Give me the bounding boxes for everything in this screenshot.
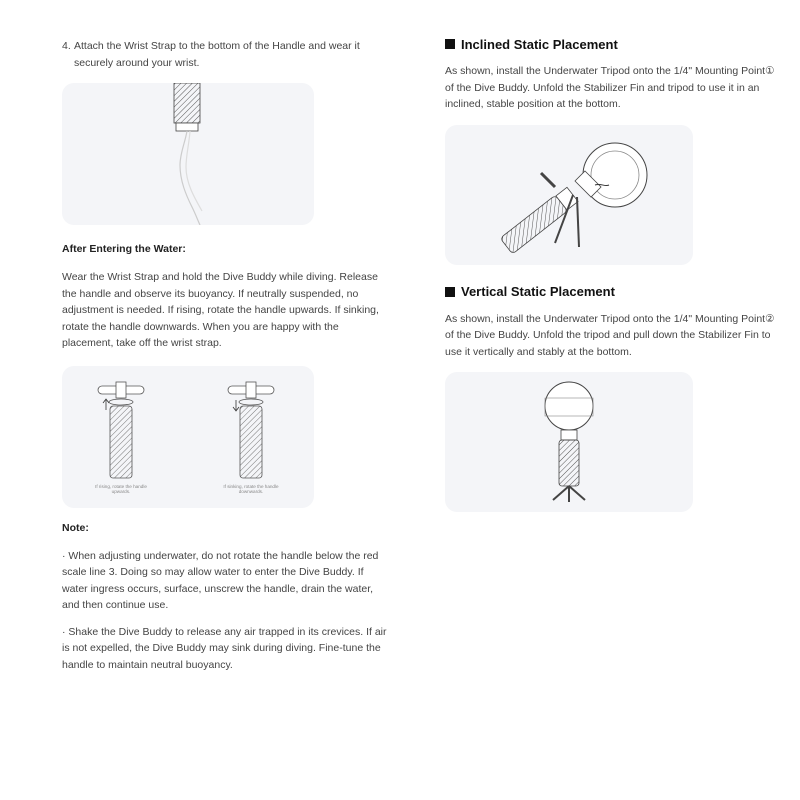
handle-with-strap-drawing — [62, 83, 314, 225]
note-1: · When adjusting underwater, do not rotate the handle below the red scale line 3. Doing so may allow water to enter the Dive Buddy. If water ingress occurs, surface, unscrew the handle, drain the water, and then continue use. — [62, 549, 379, 611]
heading-square-icon — [445, 39, 455, 49]
buoyancy-illustration — [62, 366, 314, 508]
note-2: · Shake the Dive Buddy to release any air trapped in its crevices. If air is not expelled, the Dive Buddy may sink during diving. Fine-tune the handle to maintain neutral buoyancy. — [62, 625, 387, 671]
left-column — [62, 38, 392, 673]
vertical-placement-heading — [445, 283, 775, 301]
note-heading: Note: — [62, 521, 89, 534]
inclined-placement-text: As shown, install the Underwater Tripod onto the 1/4" Mounting Point① of the Dive Buddy. Unfold the Stabilizer Fin and tripod to use it in an inclined, stable position at the bottom. — [445, 65, 775, 110]
wrist-strap-illustration — [62, 83, 314, 225]
after-entering-heading: After Entering the Water: — [62, 243, 186, 255]
inclined-device-drawing — [445, 125, 693, 265]
vertical-placement-text: As shown, install the Underwater Tripod onto the 1/4" Mounting Point② of the Dive Buddy. Unfold the tripod and pull down the Stabilizer Fin to use it vertically and stably at the bottom. — [445, 312, 775, 358]
caption-rising: If rising, rotate the handle upwards. — [95, 483, 147, 495]
step-number: 4. — [62, 40, 71, 52]
vertical-placement-illustration — [445, 372, 693, 512]
step-4-text: Attach the Wrist Strap to the bottom of the Handle and wear it securely around your wrist. — [74, 40, 360, 69]
right-column — [445, 35, 775, 512]
after-entering-text: Wear the Wrist Strap and hold the Dive Buddy while diving. Release the handle and observe its buoyancy. If neutrally suspended, no adjustment is needed. If rising, rotate the handle upwards. If sinking, rotate the handle downwards. When you are happy with the placement, take off the wrist strap. — [62, 271, 379, 349]
inclined-placement-illustration — [445, 125, 693, 265]
inclined-heading-text: Inclined Static Placement — [461, 36, 618, 52]
heading-square-icon — [445, 287, 455, 297]
caption-sinking: If sinking, rotate the handle downwards. — [223, 483, 279, 495]
inclined-placement-heading — [445, 35, 775, 53]
vertical-device-drawing — [445, 372, 693, 512]
vertical-heading-text: Vertical Static Placement — [461, 284, 615, 299]
step-4 — [62, 38, 392, 71]
